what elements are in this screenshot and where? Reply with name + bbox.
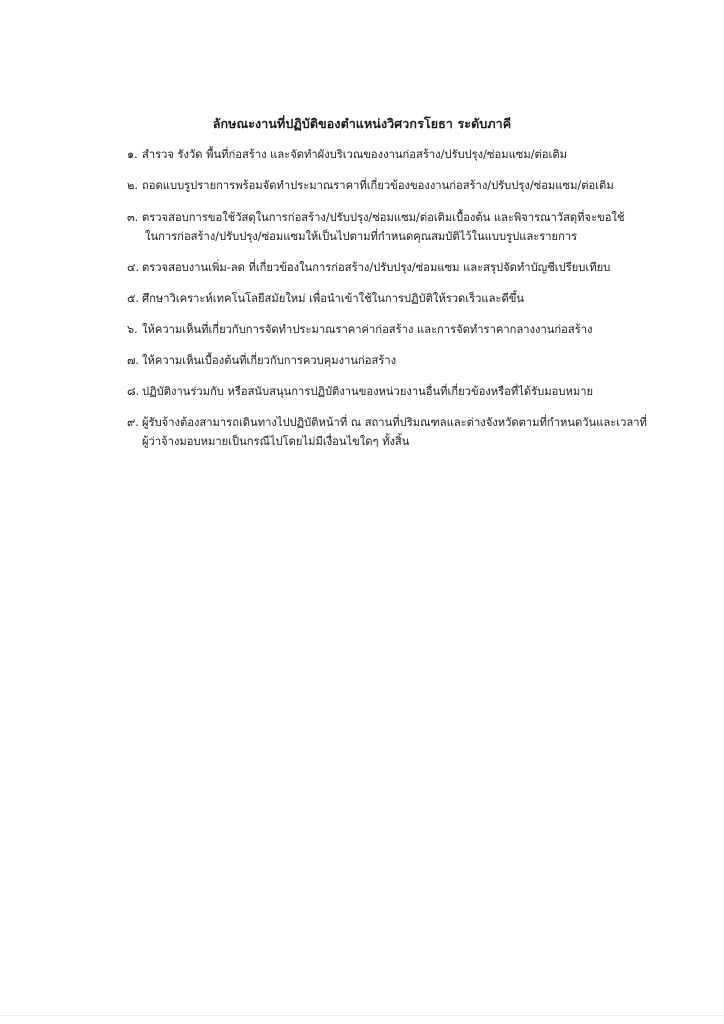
item-number: ๔. [127, 261, 140, 274]
list-item-2 [127, 176, 687, 195]
list-item-5 [127, 289, 687, 308]
list-item-1 [127, 145, 687, 164]
item-text: ปฏิบัติงานร่วมกับ หรือสนับสนุนการปฏิบัติงานของหน่วยงานอื่นที่เกี่ยวข้องหรือที่ได้รับมอบหมาย [142, 385, 594, 398]
list-item-4 [127, 258, 687, 277]
item-text: ศึกษาวิเคราะห์เทคโนโลยีสมัยใหม่ เพื่อนำเข้าใช้ในการปฏิบัติให้รวดเร็วและดีขึ้น [142, 292, 525, 305]
list-item-6 [127, 320, 687, 339]
item-text: ตรวจสอบงานเพิ่ม-ลด ที่เกี่ยวข้องในการก่อสร้าง/ปรับปรุง/ซ่อมแซม และสรุปจัดทำบัญชีเปรียบเทียบ [142, 261, 611, 274]
item-text: ตรวจสอบการขอใช้วัสดุในการก่อสร้าง/ปรับปรุง/ซ่อมแซม/ต่อเติมเบื้องต้น และพิจารณาวัสดุที่จะขอใช้ [142, 211, 625, 224]
item-text: สำรวจ รังวัด พื้นที่ก่อสร้าง และจัดทำผังบริเวณของงานก่อสร้าง/ปรับปรุง/ซ่อมแซม/ต่อเติม [142, 148, 567, 161]
item-number: ๒. [127, 179, 138, 192]
item-text-continued: ในการก่อสร้าง/ปรับปรุง/ซ่อมแซมให้เป็นไปตามที่กำหนดคุณสมบัติไว้ในแบบรูปและรายการ [145, 230, 578, 243]
item-number: ๙. [127, 416, 139, 429]
item-text: ถอดแบบรูปรายการพร้อมจัดทำประมาณราคาที่เกี่ยวข้องของงานก่อสร้าง/ปรับปรุง/ซ่อมแซม/ต่อเติม [142, 179, 614, 192]
item-number: ๘. [127, 385, 140, 398]
item-number: ๖. [127, 323, 138, 336]
list-item-3 [127, 208, 687, 246]
item-text: ให้ความเห็นเบื้องต้นที่เกี่ยวกับการควบคุมงานก่อสร้าง [142, 354, 397, 367]
item-number: ๓. [127, 211, 139, 224]
item-text-continued: ผู้ว่าจ้างมอบหมายเป็นกรณีไปโดยไม่มีเงื่อนไขใดๆ ทั้งสิ้น [142, 435, 410, 448]
list-item-9 [127, 413, 687, 451]
document-title: ลักษณะงานที่ปฏิบัติของตำแหน่งวิศวกรโยธา ระดับภาคี [212, 116, 512, 131]
item-number: ๕. [127, 292, 140, 305]
item-number: ๑. [127, 148, 138, 161]
page-bottom-edge [0, 1015, 724, 1016]
item-text: ผู้รับจ้างต้องสามารถเดินทางไปปฏิบัติหน้าที่ ณ สถานที่ปริมณฑลและต่างจังหวัดตามที่กำหนดวันและเวลาที่ [142, 416, 647, 429]
list-item-8 [127, 382, 687, 401]
list-item-7 [127, 351, 687, 370]
item-text: ให้ความเห็นที่เกี่ยวกับการจัดทำประมาณราคาค่าก่อสร้าง และการจัดทำราคากลางงานก่อสร้าง [142, 323, 593, 336]
item-number: ๗. [127, 354, 139, 367]
